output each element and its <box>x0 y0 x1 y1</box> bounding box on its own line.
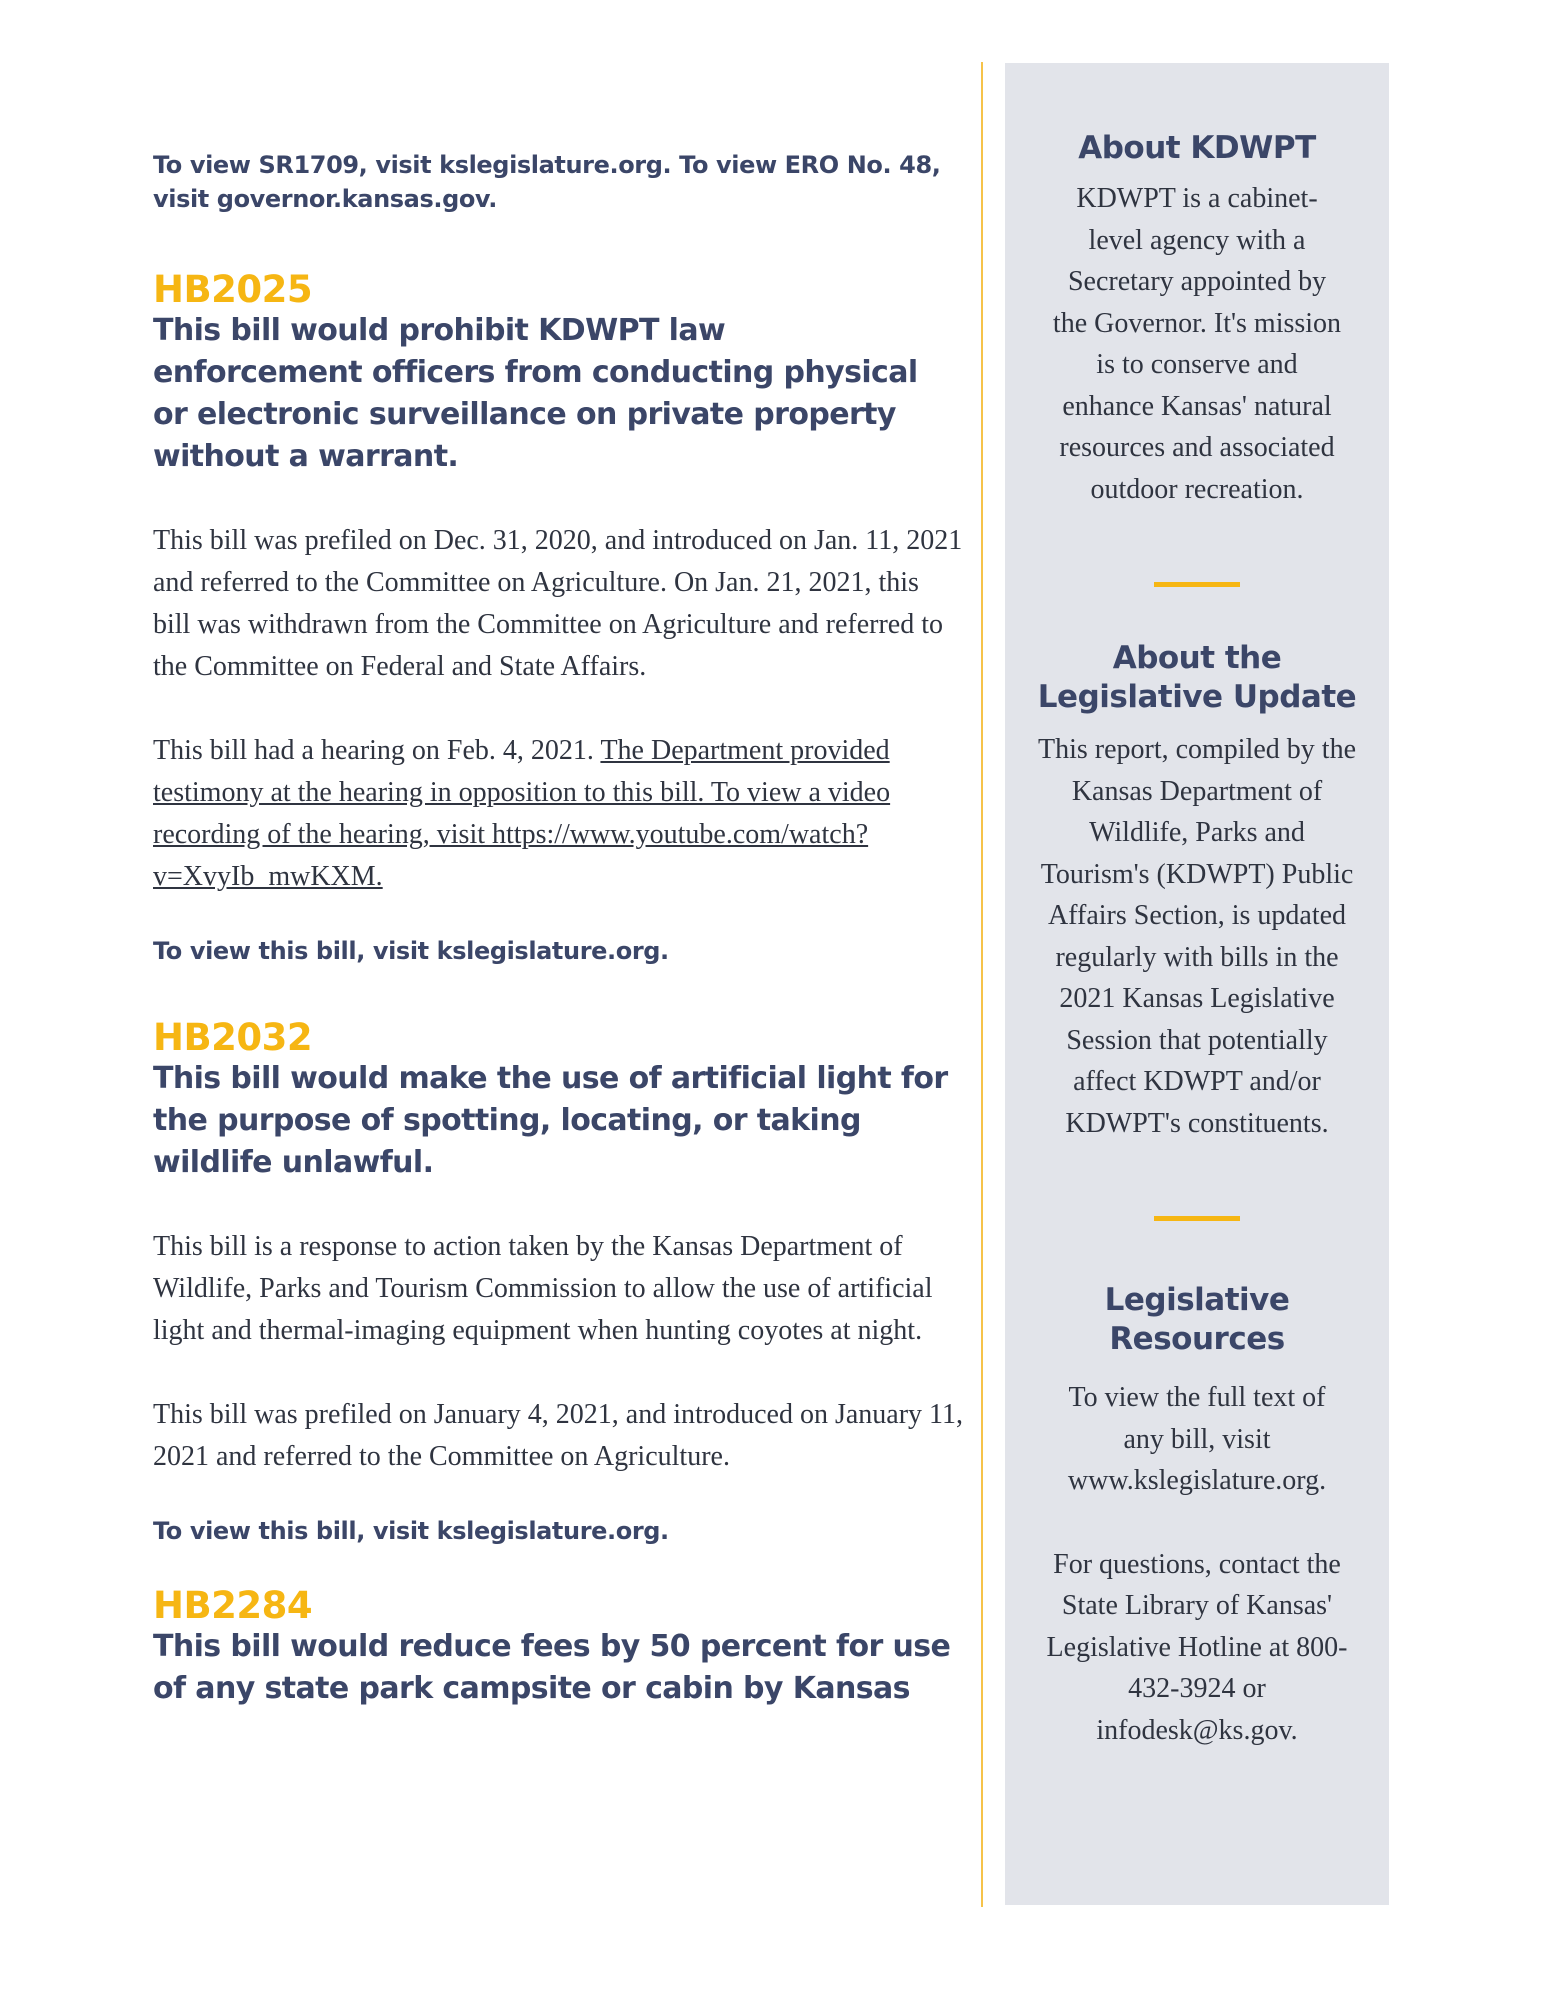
resources-text: To view the full text of any bill, visit www.kslegislature.org. <box>1067 1382 1327 1496</box>
sidebar <box>1005 63 1389 1905</box>
section-divider <box>1154 1216 1240 1221</box>
bill-id: HB2032 <box>153 1016 313 1059</box>
about-kdwpt-text: KDWPT is a cabinet-level agency with a Secretary appointed by the Governor. It's mission is to conserve and enhance Kansas' natural resources and associated outdoor recreation. <box>1052 183 1342 505</box>
bill-hb2032 <box>153 1016 964 1548</box>
column-divider <box>981 62 983 1907</box>
resources-section <box>1005 1281 1389 1751</box>
bill-id: HB2025 <box>153 268 313 311</box>
about-update-text: This report, compiled by the Kansas Department of Wildlife, Parks and Tourism's (KDWPT) Public Affairs Section, is updated regularly with bills in the 2021 Kansas Legislative Session that potentially affect KDWPT and/or KDWPT's constituents. <box>1037 734 1357 1139</box>
bill-summary: This bill would reduce fees by 50 percent for use of any state park campsite or cabin by Kansas <box>153 1629 951 1706</box>
main-column <box>153 148 964 1710</box>
hotline-text: For questions, contact the State Library of Kansas' Legislative Hotline at 800-432-3924 or infodesk@ks.gov. <box>1046 1548 1348 1746</box>
view-bill-note: To view this bill, visit kslegislature.org. <box>153 1517 669 1545</box>
about-kdwpt-heading: About KDWPT <box>1078 130 1316 166</box>
hearing-text: This bill had a hearing on Feb. 4, 2021. <box>153 735 601 766</box>
bill-hb2025 <box>153 268 963 968</box>
bill-paragraph: This bill was prefiled on January 4, 2021, and introduced on January 11, 2021 and referred to the Committee on Agriculture. <box>153 1399 964 1472</box>
section-divider <box>1154 582 1240 587</box>
testimony-link[interactable]: The Department provided testimony at the hearing in opposition to this bill. To view a video recording of the hearing, visit https://www.youtube.com/watch?v=XvyIb_mwKXM. <box>153 735 891 892</box>
bill-paragraph <box>153 730 958 898</box>
about-update-heading: About the Legislative Update <box>1037 640 1357 715</box>
bill-summary: This bill would prohibit KDWPT law enforcement officers from conducting physical or electronic surveillance on private property without a warrant. <box>153 313 918 474</box>
bill-paragraph: This bill is a response to action taken by the Kansas Department of Wildlife, Parks and Tourism Commission to allow the use of artificial light and thermal-imaging equipment when hunting coyotes at night. <box>153 1231 933 1346</box>
bill-paragraph: This bill was prefiled on Dec. 31, 2020, and introduced on Jan. 11, 2021 and referred to the Committee on Agriculture. On Jan. 21, 2021, this bill was withdrawn from the Committee on Agriculture and referred to the Committee on Federal and State Affairs. <box>153 525 963 682</box>
view-bill-note: To view this bill, visit kslegislature.org. <box>153 937 669 965</box>
resources-heading: Legislative Resources <box>1104 1282 1290 1357</box>
about-kdwpt-section <box>1005 129 1389 510</box>
bill-id: HB2284 <box>153 1584 313 1627</box>
bill-hb2284 <box>153 1586 958 1710</box>
bill-summary: This bill would make the use of artificial light for the purpose of spotting, locating, or taking wildlife unlawful. <box>153 1061 948 1180</box>
intro-note: To view SR1709, visit kslegislature.org. To view ERO No. 48, visit governor.kansas.gov. <box>153 151 941 213</box>
about-update-section <box>1005 639 1389 1144</box>
